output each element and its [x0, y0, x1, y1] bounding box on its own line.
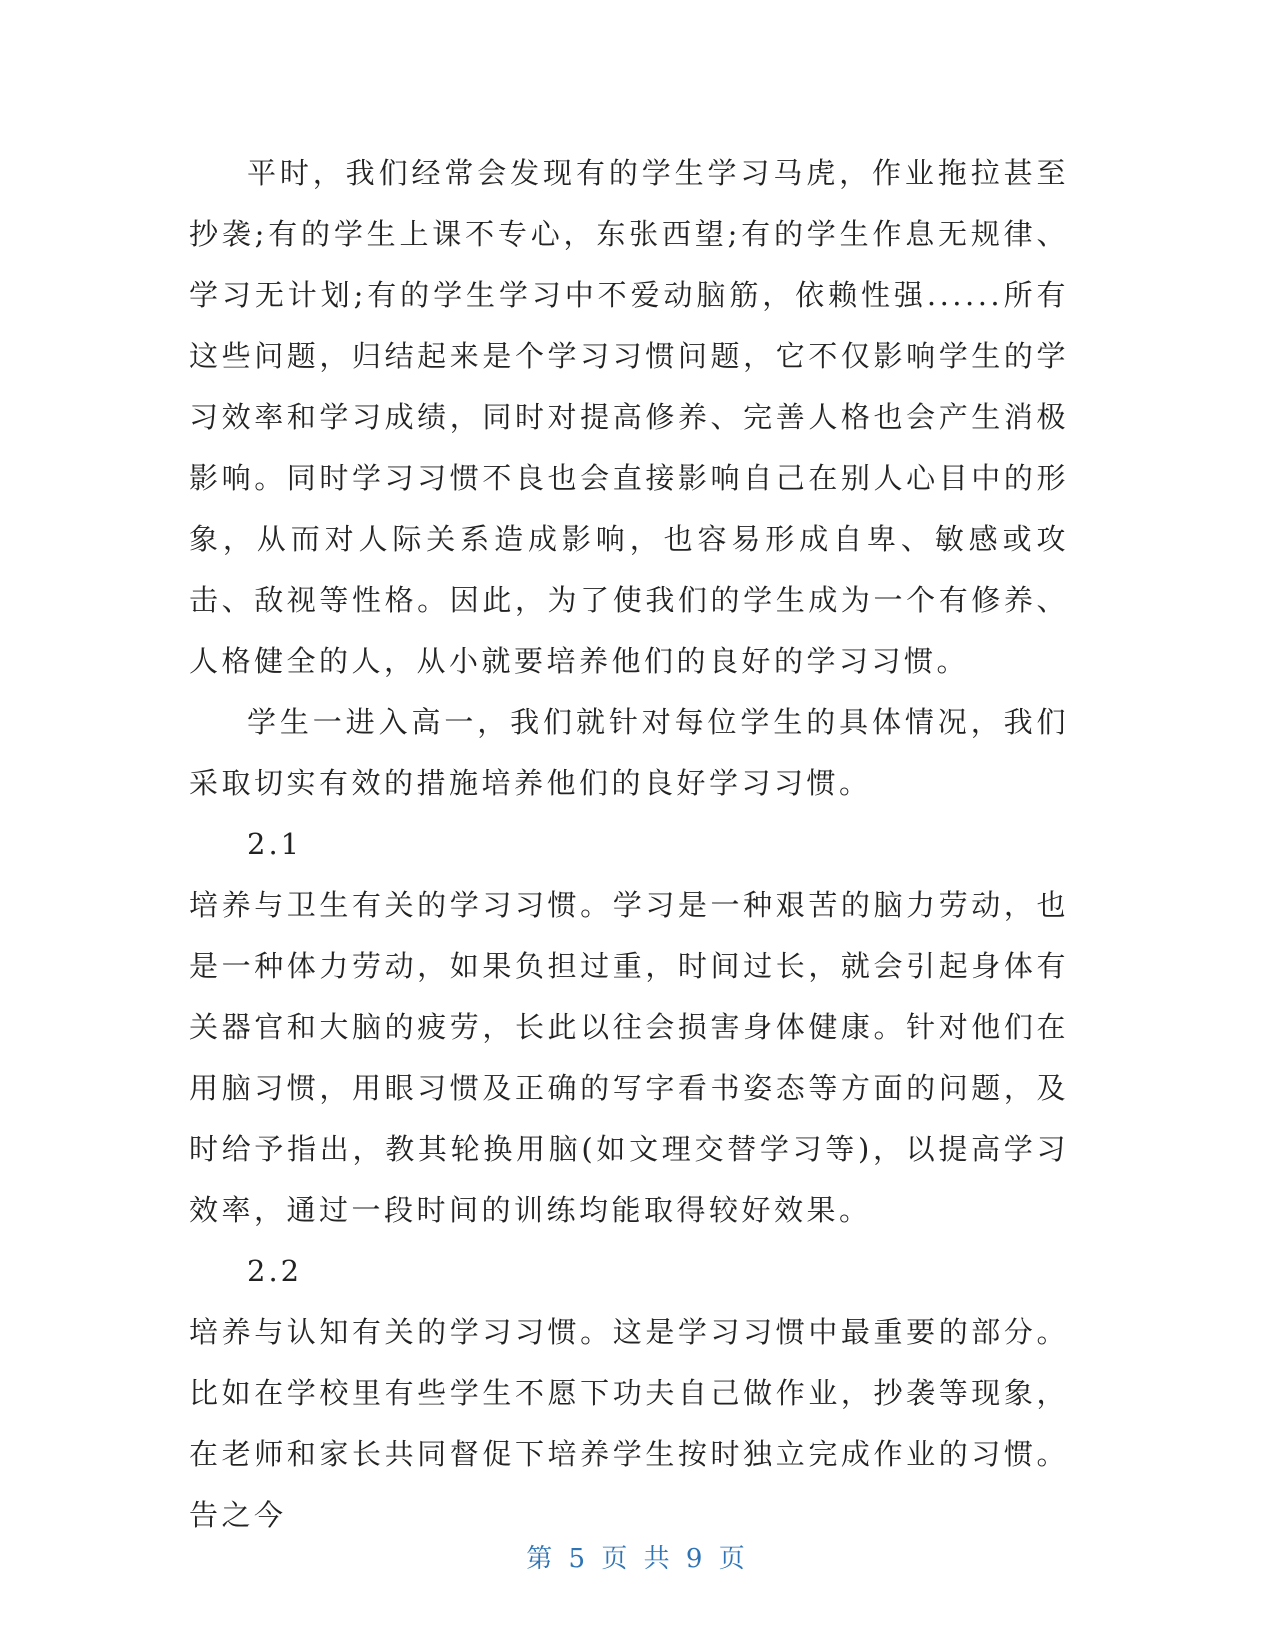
paragraph-measures: 学生一进入高一，我们就针对每位学生的具体情况，我们采取切实有效的措施培养他们的良好学习习惯。 — [189, 705, 1069, 800]
paragraph-intro: 平时，我们经常会发现有的学生学习马虎，作业拖拉甚至抄袭;有的学生上课不专心，东张西望;有的学生作息无规律、学习无计划;有的学生学习中不爱动脑筋，依赖性强......所有这些问题，归结起来是个学习习惯问题，它不仅影响学生的学习效率和学习成绩，同时对提高修养、完善人格也会产生消极影响。同时学习习惯不良也会直接影响自己在别人心目中的形象，从而对人际关系造成影响，也容易形成自卑、敏感或攻击、敌视等性格。因此，为了使我们的学生成为一个有修养、人格健全的人，从小就要培养他们的良好的学习习惯。 — [189, 156, 1069, 678]
section-text-2-1: 培养与卫生有关的学习习惯。学习是一种艰苦的脑力劳动，也是一种体力劳动，如果负担过重，时间过长，就会引起身体有关器官和大脑的疲劳，长此以往会损害身体健康。针对他们在用脑习惯，用眼习惯及正确的写字看书姿态等方面的问题，及时给予指出，教其轮换用脑(如文理交替学习等)，以提高学习效率，通过一段时间的训练均能取得较好效果。 — [189, 888, 1069, 1227]
document-body — [189, 143, 1069, 1546]
page-footer: 第 5 页 共 9 页 — [526, 1544, 749, 1574]
section-text-2-2: 培养与认知有关的学习习惯。这是学习习惯中最重要的部分。比如在学校里有些学生不愿下功夫自己做作业，抄袭等现象，在老师和家长共同督促下培养学生按时独立完成作业的习惯。告之今 — [189, 1315, 1069, 1532]
section-number-2-2: 2.2 — [247, 1254, 303, 1288]
section-number-2-1: 2.1 — [247, 827, 303, 861]
